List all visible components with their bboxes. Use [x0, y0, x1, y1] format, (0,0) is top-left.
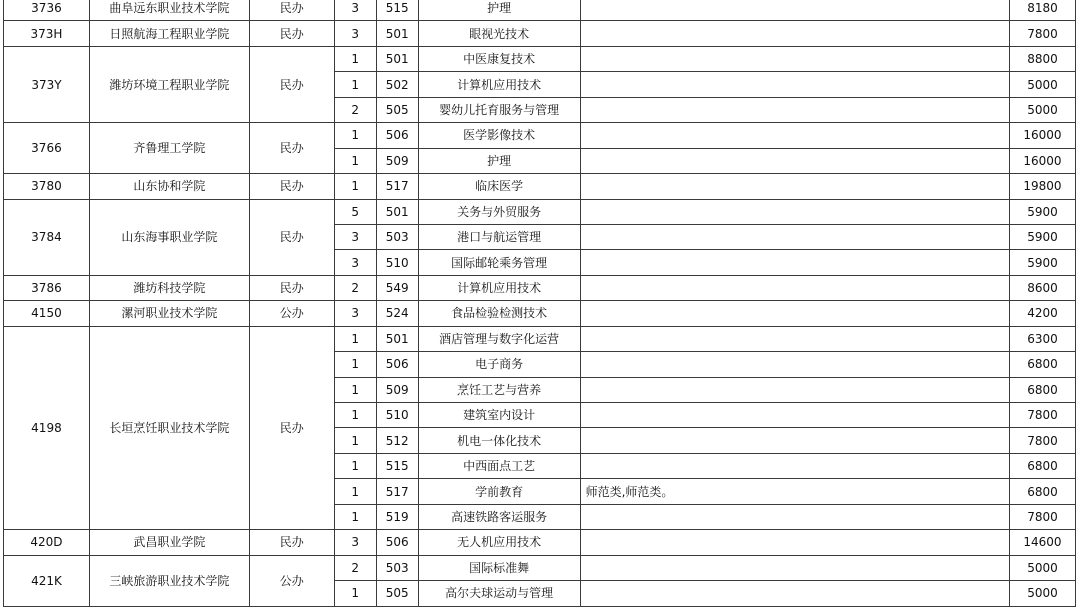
fee-cell: 6800: [1009, 377, 1075, 402]
school-code-cell: 373H: [4, 21, 90, 46]
major-name-cell: 医学影像技术: [418, 123, 580, 148]
note-cell: [580, 123, 1009, 148]
major-code-cell: 510: [376, 250, 418, 275]
major-name-cell: 中医康复技术: [418, 46, 580, 71]
major-name-cell: 酒店管理与数字化运营: [418, 326, 580, 351]
major-name-cell: 机电一体化技术: [418, 428, 580, 453]
school-name-cell: 曲阜远东职业技术学院: [89, 0, 249, 21]
fee-cell: 7800: [1009, 403, 1075, 428]
note-cell: [580, 0, 1009, 21]
major-name-cell: 关务与外贸服务: [418, 199, 580, 224]
school-name-cell: 潍坊环境工程职业学院: [89, 46, 249, 122]
years-cell: 3: [334, 250, 376, 275]
school-code-cell: 3736: [4, 0, 90, 21]
note-cell: [580, 453, 1009, 478]
years-cell: 2: [334, 555, 376, 580]
major-code-cell: 517: [376, 479, 418, 504]
school-code-cell: 421K: [4, 555, 90, 606]
years-cell: 1: [334, 148, 376, 173]
major-code-cell: 524: [376, 301, 418, 326]
major-code-cell: 509: [376, 148, 418, 173]
school-type-cell: 民办: [249, 21, 334, 46]
school-name-cell: 山东海事职业学院: [89, 199, 249, 275]
major-name-cell: 婴幼儿托育服务与管理: [418, 97, 580, 122]
major-name-cell: 护理: [418, 0, 580, 21]
fee-cell: 7800: [1009, 428, 1075, 453]
years-cell: 1: [334, 581, 376, 606]
major-code-cell: 512: [376, 428, 418, 453]
note-cell: [580, 428, 1009, 453]
major-code-cell: 549: [376, 275, 418, 300]
years-cell: 3: [334, 0, 376, 21]
major-code-cell: 506: [376, 123, 418, 148]
note-cell: [580, 97, 1009, 122]
fee-cell: 7800: [1009, 21, 1075, 46]
note-cell: [580, 224, 1009, 249]
school-type-cell: 民办: [249, 199, 334, 275]
fee-cell: 6800: [1009, 453, 1075, 478]
school-type-cell: 民办: [249, 0, 334, 21]
major-code-cell: 510: [376, 403, 418, 428]
table-row: [4, 0, 1076, 21]
school-type-cell: 公办: [249, 555, 334, 606]
fee-cell: 7800: [1009, 504, 1075, 529]
school-code-cell: 3766: [4, 123, 90, 174]
major-code-cell: 515: [376, 0, 418, 21]
table-row: [4, 555, 1076, 580]
school-type-cell: 民办: [249, 123, 334, 174]
fee-cell: 5000: [1009, 97, 1075, 122]
major-code-cell: 503: [376, 224, 418, 249]
major-name-cell: 中西面点工艺: [418, 453, 580, 478]
major-name-cell: 计算机应用技术: [418, 72, 580, 97]
fee-cell: 5000: [1009, 72, 1075, 97]
years-cell: 1: [334, 174, 376, 199]
fee-cell: 5900: [1009, 199, 1075, 224]
fee-cell: 5900: [1009, 224, 1075, 249]
years-cell: 1: [334, 377, 376, 402]
note-cell: [580, 504, 1009, 529]
note-cell: [580, 301, 1009, 326]
table-body: [4, 0, 1076, 606]
table-row: [4, 199, 1076, 224]
major-name-cell: 烹饪工艺与营养: [418, 377, 580, 402]
school-name-cell: 漯河职业技术学院: [89, 301, 249, 326]
fee-cell: 16000: [1009, 148, 1075, 173]
major-code-cell: 505: [376, 581, 418, 606]
fee-cell: 8600: [1009, 275, 1075, 300]
major-name-cell: 国际标准舞: [418, 555, 580, 580]
table-row: [4, 275, 1076, 300]
fee-cell: 5000: [1009, 581, 1075, 606]
years-cell: 3: [334, 530, 376, 555]
note-cell: [580, 581, 1009, 606]
table-row: [4, 46, 1076, 71]
school-code-cell: 3784: [4, 199, 90, 275]
school-name-cell: 潍坊科技学院: [89, 275, 249, 300]
note-cell: [580, 21, 1009, 46]
note-cell: [580, 377, 1009, 402]
note-cell: [580, 555, 1009, 580]
school-name-cell: 武昌职业学院: [89, 530, 249, 555]
years-cell: 1: [334, 428, 376, 453]
note-cell: 师范类,师范类。: [580, 479, 1009, 504]
years-cell: 1: [334, 403, 376, 428]
major-name-cell: 电子商务: [418, 352, 580, 377]
table-row: [4, 530, 1076, 555]
table-row: [4, 21, 1076, 46]
major-code-cell: 509: [376, 377, 418, 402]
note-cell: [580, 403, 1009, 428]
school-code-cell: 4198: [4, 326, 90, 530]
admission-fee-table: [3, 0, 1076, 607]
school-type-cell: 民办: [249, 326, 334, 530]
school-code-cell: 3780: [4, 174, 90, 199]
major-code-cell: 517: [376, 174, 418, 199]
years-cell: 2: [334, 275, 376, 300]
years-cell: 1: [334, 72, 376, 97]
years-cell: 1: [334, 479, 376, 504]
table-row: [4, 326, 1076, 351]
years-cell: 2: [334, 97, 376, 122]
school-type-cell: 民办: [249, 46, 334, 122]
school-code-cell: 4150: [4, 301, 90, 326]
years-cell: 1: [334, 326, 376, 351]
fee-cell: 5900: [1009, 250, 1075, 275]
major-code-cell: 501: [376, 46, 418, 71]
school-type-cell: 公办: [249, 301, 334, 326]
fee-cell: 6800: [1009, 352, 1075, 377]
table-row: [4, 123, 1076, 148]
note-cell: [580, 174, 1009, 199]
major-code-cell: 501: [376, 199, 418, 224]
school-name-cell: 日照航海工程职业学院: [89, 21, 249, 46]
major-code-cell: 515: [376, 453, 418, 478]
years-cell: 3: [334, 301, 376, 326]
fee-cell: 6800: [1009, 479, 1075, 504]
note-cell: [580, 275, 1009, 300]
major-name-cell: 建筑室内设计: [418, 403, 580, 428]
note-cell: [580, 148, 1009, 173]
note-cell: [580, 326, 1009, 351]
major-name-cell: 学前教育: [418, 479, 580, 504]
note-cell: [580, 72, 1009, 97]
major-code-cell: 506: [376, 352, 418, 377]
major-code-cell: 519: [376, 504, 418, 529]
major-name-cell: 眼视光技术: [418, 21, 580, 46]
school-name-cell: 山东协和学院: [89, 174, 249, 199]
major-code-cell: 501: [376, 326, 418, 351]
major-name-cell: 临床医学: [418, 174, 580, 199]
fee-cell: 16000: [1009, 123, 1075, 148]
years-cell: 5: [334, 199, 376, 224]
years-cell: 1: [334, 504, 376, 529]
major-code-cell: 501: [376, 21, 418, 46]
years-cell: 1: [334, 46, 376, 71]
fee-cell: 8800: [1009, 46, 1075, 71]
table-row: [4, 174, 1076, 199]
note-cell: [580, 46, 1009, 71]
fee-cell: 19800: [1009, 174, 1075, 199]
school-code-cell: 3786: [4, 275, 90, 300]
years-cell: 3: [334, 21, 376, 46]
major-name-cell: 国际邮轮乘务管理: [418, 250, 580, 275]
note-cell: [580, 199, 1009, 224]
school-code-cell: 420D: [4, 530, 90, 555]
major-code-cell: 503: [376, 555, 418, 580]
table-row: [4, 301, 1076, 326]
school-name-cell: 三峡旅游职业技术学院: [89, 555, 249, 606]
major-name-cell: 护理: [418, 148, 580, 173]
fee-cell: 5000: [1009, 555, 1075, 580]
note-cell: [580, 352, 1009, 377]
years-cell: 3: [334, 224, 376, 249]
school-name-cell: 齐鲁理工学院: [89, 123, 249, 174]
years-cell: 1: [334, 453, 376, 478]
fee-cell: 4200: [1009, 301, 1075, 326]
major-name-cell: 计算机应用技术: [418, 275, 580, 300]
major-code-cell: 505: [376, 97, 418, 122]
fee-cell: 14600: [1009, 530, 1075, 555]
years-cell: 1: [334, 352, 376, 377]
major-name-cell: 无人机应用技术: [418, 530, 580, 555]
school-type-cell: 民办: [249, 275, 334, 300]
major-name-cell: 高尔夫球运动与管理: [418, 581, 580, 606]
major-name-cell: 食品检验检测技术: [418, 301, 580, 326]
years-cell: 1: [334, 123, 376, 148]
major-name-cell: 高速铁路客运服务: [418, 504, 580, 529]
school-type-cell: 民办: [249, 530, 334, 555]
school-type-cell: 民办: [249, 174, 334, 199]
fee-cell: 6300: [1009, 326, 1075, 351]
note-cell: [580, 250, 1009, 275]
major-name-cell: 港口与航运管理: [418, 224, 580, 249]
note-cell: [580, 530, 1009, 555]
major-code-cell: 502: [376, 72, 418, 97]
school-code-cell: 373Y: [4, 46, 90, 122]
fee-cell: 8180: [1009, 0, 1075, 21]
major-code-cell: 506: [376, 530, 418, 555]
school-name-cell: 长垣烹饪职业技术学院: [89, 326, 249, 530]
